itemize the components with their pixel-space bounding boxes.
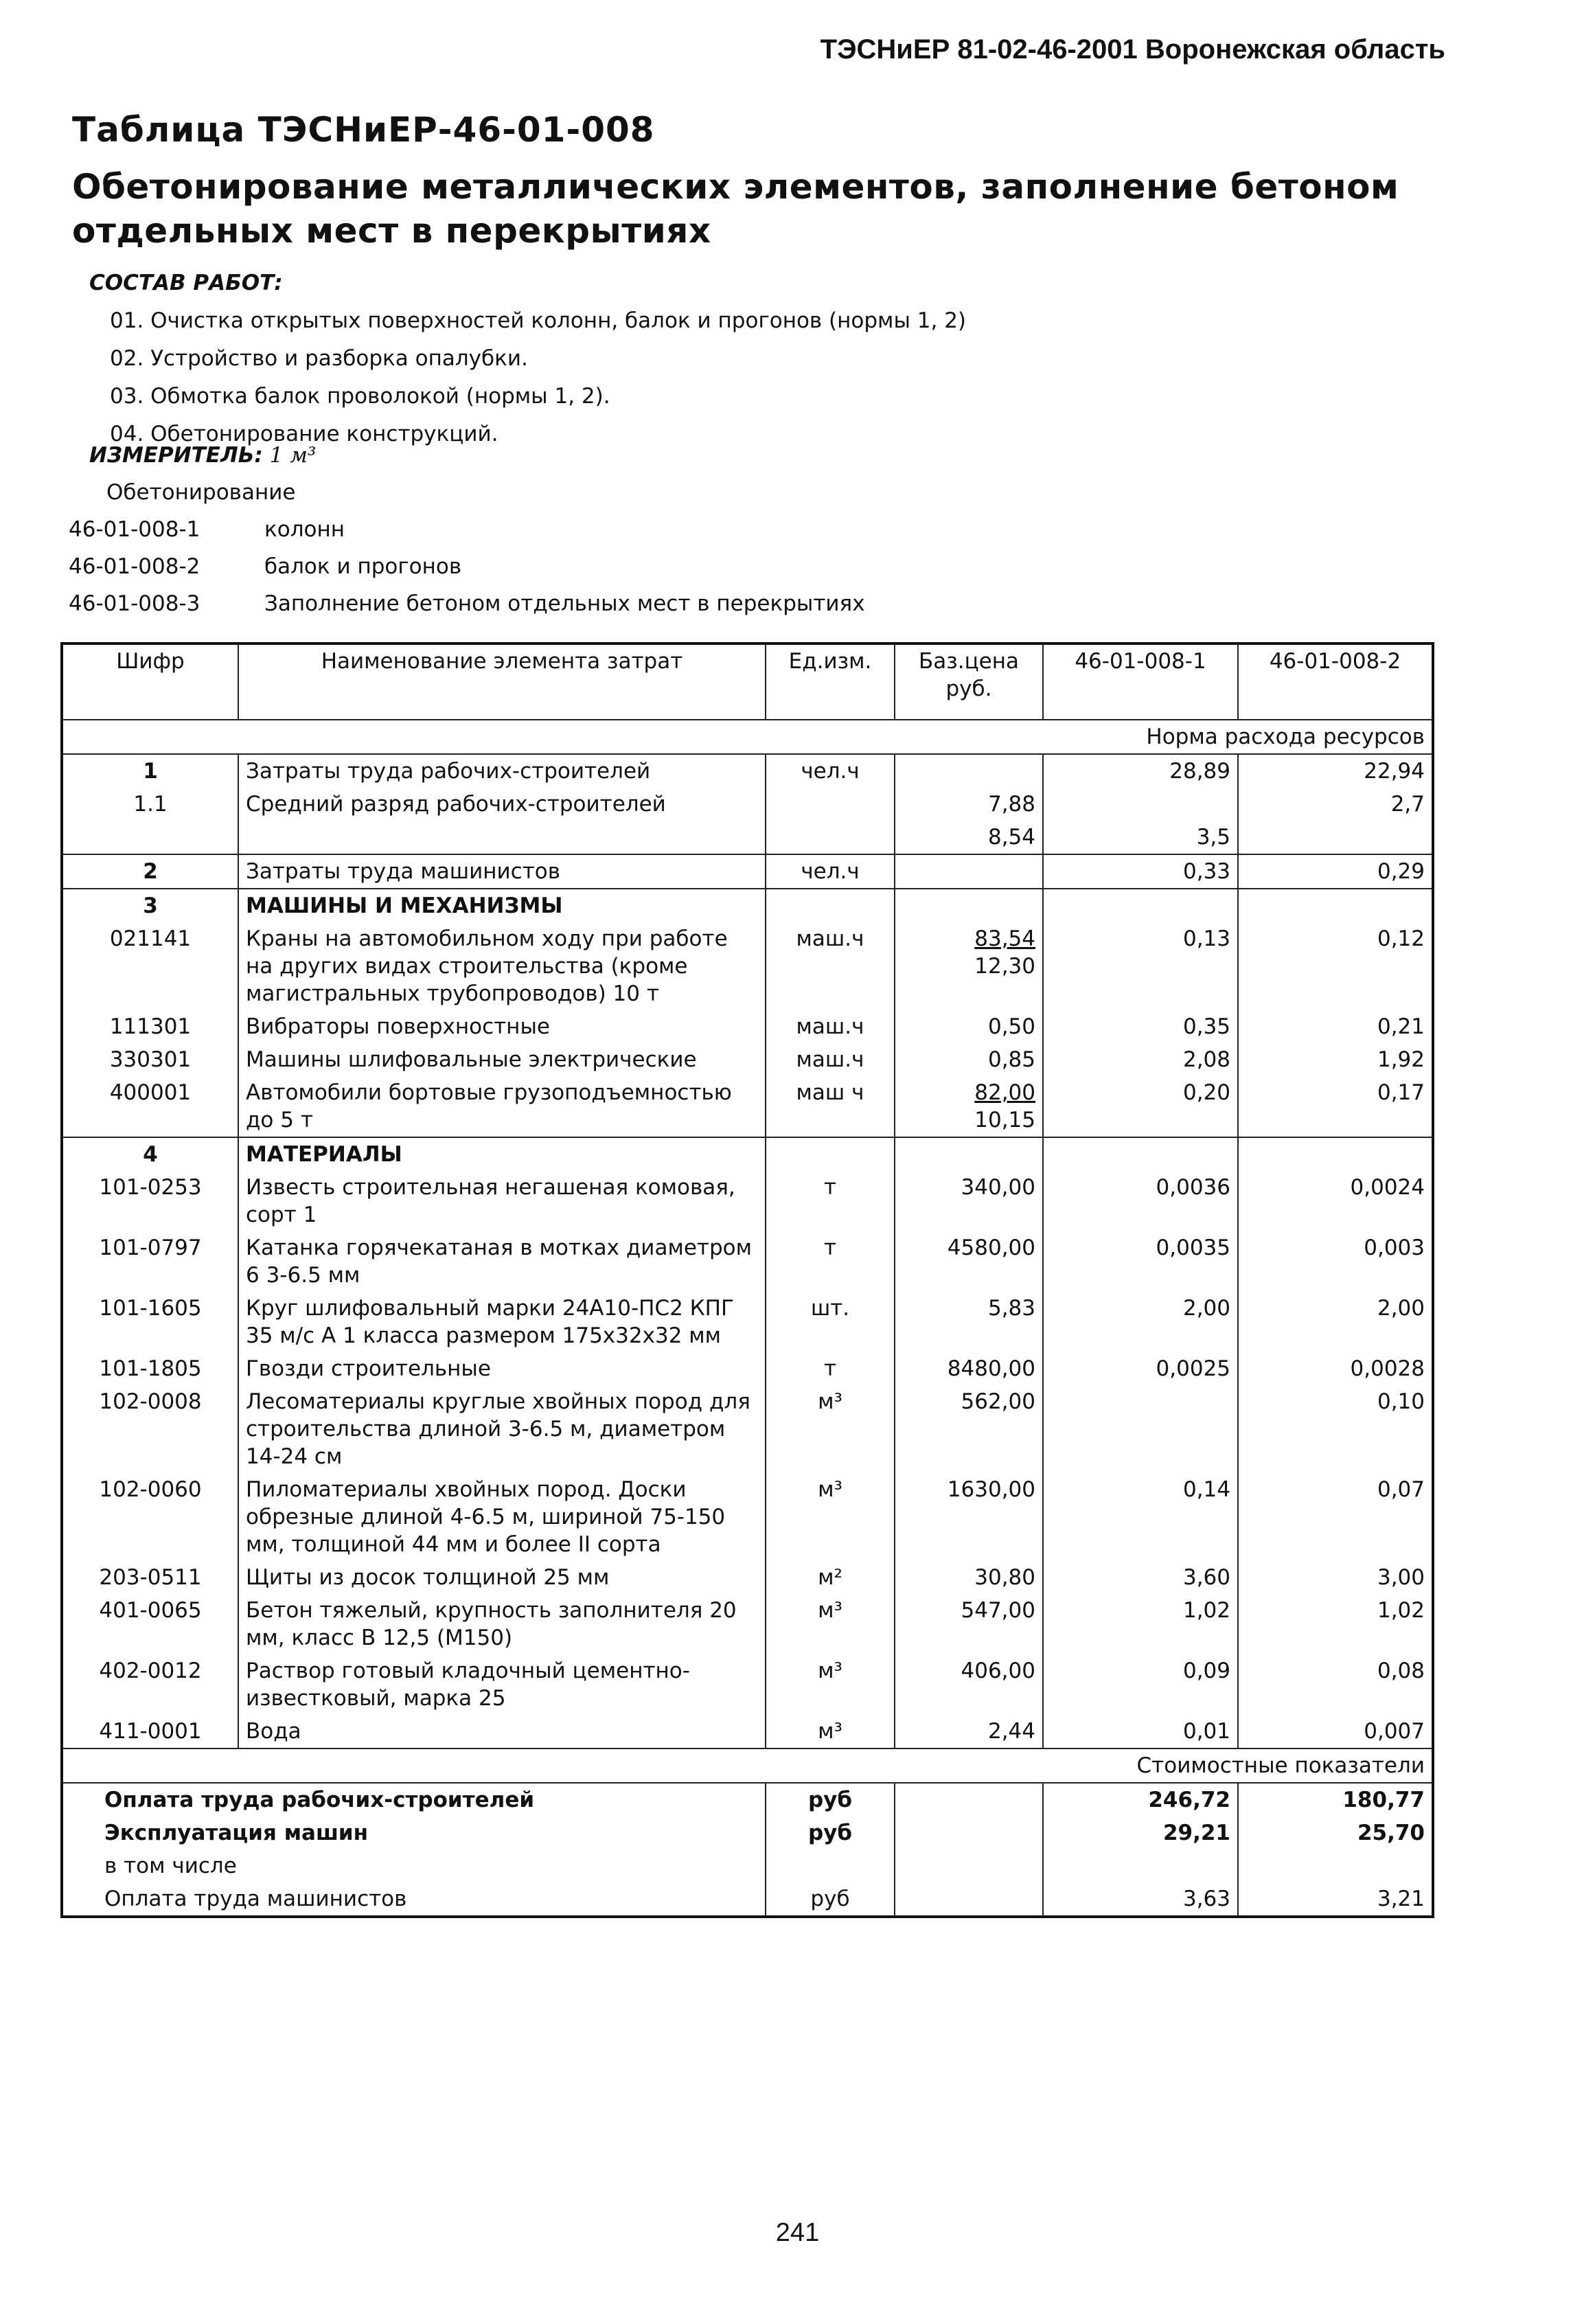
- table-name: Обетонирование металлических элементов, заполнение бетоном отдельных мест в перекрытиях: [72, 167, 1399, 251]
- table-row: [62, 1594, 1433, 1654]
- row-value-1: [1043, 1385, 1238, 1473]
- col-header: Ед.изм.: [766, 643, 895, 720]
- document-header: ТЭСНиЕР 81-02-46-2001 Воронежская область: [820, 34, 1445, 65]
- row-name: Пиломатериалы хвойных пород. Доски обрезные длиной 4-6.5 м, шириной 75-150 мм, толщиной 44 мм и более II сорта: [238, 1473, 766, 1561]
- row-value-2: 0,08: [1238, 1654, 1433, 1715]
- row-value-1: 0,35: [1043, 1010, 1238, 1043]
- row-name: Затраты труда машинистов: [238, 854, 766, 889]
- row-name: Автомобили бортовые грузоподъемностью до 5 т: [238, 1076, 766, 1137]
- row-value-1: [1043, 1137, 1238, 1171]
- col-header: Наименование элемента затрат: [238, 643, 766, 720]
- resource-table: [60, 642, 1434, 1918]
- cost-label: Оплата труда рабочих-строителей: [62, 1783, 766, 1816]
- row-code: 111301: [62, 1010, 238, 1043]
- row-code: 101-0797: [62, 1231, 238, 1292]
- col-header: Баз.цена руб.: [895, 643, 1043, 720]
- row-code: 2: [62, 854, 238, 889]
- cost-row: [62, 1849, 1433, 1882]
- row-price: 7,88: [895, 788, 1043, 821]
- row-code: 101-0253: [62, 1171, 238, 1231]
- row-price: 547,00: [895, 1594, 1043, 1654]
- table-row: [62, 1352, 1433, 1385]
- row-value-1: 0,14: [1043, 1473, 1238, 1561]
- row-value-1: 0,0035: [1043, 1231, 1238, 1292]
- row-price: [895, 1137, 1043, 1171]
- row-name: Вода: [238, 1715, 766, 1748]
- row-price: 1630,00: [895, 1473, 1043, 1561]
- row-name: Бетон тяжелый, крупность заполнителя 20 мм, класс В 12,5 (М150): [238, 1594, 766, 1654]
- row-value-2: 3,00: [1238, 1561, 1433, 1594]
- code-number: 46-01-008-2: [69, 554, 200, 579]
- row-price: 4580,00: [895, 1231, 1043, 1292]
- cost-value-1: [1043, 1849, 1238, 1882]
- row-price: [895, 922, 1043, 1010]
- cost-value-1: 3,63: [1043, 1882, 1238, 1917]
- row-value-2: 2,7: [1238, 788, 1433, 821]
- table-row: [62, 788, 1433, 821]
- row-unit: шт.: [766, 1292, 895, 1352]
- table-row: [62, 1715, 1433, 1748]
- row-name: Известь строительная негашеная комовая, сорт 1: [238, 1171, 766, 1231]
- table-row: [62, 1654, 1433, 1715]
- work-step: 01. Очистка открытых поверхностей колонн, балок и прогонов (нормы 1, 2): [110, 308, 967, 333]
- row-name: МАТЕРИАЛЫ: [238, 1137, 766, 1171]
- row-unit: маш ч: [766, 1076, 895, 1137]
- cost-price: [895, 1783, 1043, 1816]
- row-price: 8,54: [895, 821, 1043, 854]
- table-row: [62, 1473, 1433, 1561]
- cost-value-2: 3,21: [1238, 1882, 1433, 1917]
- cost-value-1: 29,21: [1043, 1816, 1238, 1849]
- row-value-2: 0,12: [1238, 922, 1433, 1010]
- work-step: 02. Устройство и разборка опалубки.: [110, 346, 528, 371]
- row-value-1: 0,13: [1043, 922, 1238, 1010]
- work-composition-heading: СОСТАВ РАБОТ:: [89, 271, 283, 295]
- work-step: 04. Обетонирование конструкций.: [110, 422, 498, 446]
- cost-row: [62, 1816, 1433, 1849]
- row-value-2: 0,0028: [1238, 1352, 1433, 1385]
- row-name: Краны на автомобильном ходу при работе на других видах строительства (кроме магистральных трубопроводов) 10 т: [238, 922, 766, 1010]
- row-code: 400001: [62, 1076, 238, 1137]
- row-unit: чел.ч: [766, 754, 895, 788]
- row-code: 401-0065: [62, 1594, 238, 1654]
- row-value-1: 28,89: [1043, 754, 1238, 788]
- cost-value-2: 180,77: [1238, 1783, 1433, 1816]
- row-value-1: [1043, 889, 1238, 922]
- table-row: [62, 754, 1433, 788]
- row-name: Щиты из досок толщиной 25 мм: [238, 1561, 766, 1594]
- norm-header-row: [62, 720, 1433, 754]
- norm-codes: [69, 474, 865, 622]
- work-step: 03. Обмотка балок проволокой (нормы 1, 2).: [110, 384, 610, 409]
- row-value-1: 2,08: [1043, 1043, 1238, 1076]
- cost-price: [895, 1816, 1043, 1849]
- row-value-2: 1,92: [1238, 1043, 1433, 1076]
- table-row: [62, 889, 1433, 922]
- row-value-2: 0,21: [1238, 1010, 1433, 1043]
- row-price: 0,85: [895, 1043, 1043, 1076]
- cost-unit: руб: [766, 1816, 895, 1849]
- row-unit: м³: [766, 1715, 895, 1748]
- price-primary: 83,54: [974, 926, 1035, 951]
- row-price: [895, 854, 1043, 889]
- row-name: МАШИНЫ И МЕХАНИЗМЫ: [238, 889, 766, 922]
- row-value-1: 0,0036: [1043, 1171, 1238, 1231]
- cost-price: [895, 1882, 1043, 1917]
- row-value-2: 22,94: [1238, 754, 1433, 788]
- row-name: [238, 821, 766, 854]
- row-code: 1: [62, 754, 238, 788]
- row-value-2: 2,00: [1238, 1292, 1433, 1352]
- row-code: 102-0008: [62, 1385, 238, 1473]
- table-row: [62, 821, 1433, 854]
- row-code: 021141: [62, 922, 238, 1010]
- cost-unit: руб: [766, 1783, 895, 1816]
- row-value-1: 0,09: [1043, 1654, 1238, 1715]
- row-value-1: 3,5: [1043, 821, 1238, 854]
- code-item: [69, 585, 865, 622]
- row-code: 402-0012: [62, 1654, 238, 1715]
- code-desc: колонн: [264, 517, 345, 542]
- row-value-2: 0,0024: [1238, 1171, 1433, 1231]
- table-row: [62, 1292, 1433, 1352]
- cost-value-2: [1238, 1849, 1433, 1882]
- cost-row: [62, 1783, 1433, 1816]
- row-price: 0,50: [895, 1010, 1043, 1043]
- cost-unit: [766, 1849, 895, 1882]
- row-value-1: 0,33: [1043, 854, 1238, 889]
- row-value-2: 0,003: [1238, 1231, 1433, 1292]
- row-value-1: 0,01: [1043, 1715, 1238, 1748]
- row-code: [62, 821, 238, 854]
- row-value-1: 2,00: [1043, 1292, 1238, 1352]
- row-code: 203-0511: [62, 1561, 238, 1594]
- row-unit: м³: [766, 1385, 895, 1473]
- cost-label: Оплата труда машинистов: [62, 1882, 766, 1917]
- price-secondary: 12,30: [974, 954, 1035, 979]
- col-header: Шифр: [62, 643, 238, 720]
- table-row: [62, 1010, 1433, 1043]
- row-price: [895, 754, 1043, 788]
- cost-header-row: [62, 1748, 1433, 1783]
- unit-of-measure: [89, 443, 316, 468]
- meter-value: 1 м³: [269, 443, 317, 468]
- table-row: [62, 1137, 1433, 1171]
- table-row: [62, 1076, 1433, 1137]
- row-code: 101-1805: [62, 1352, 238, 1385]
- row-price: 406,00: [895, 1654, 1043, 1715]
- table-row: [62, 1385, 1433, 1473]
- table-header-row: [62, 643, 1433, 720]
- code-number: 46-01-008-1: [69, 517, 200, 542]
- work-composition: [89, 264, 966, 453]
- row-price: 8480,00: [895, 1352, 1043, 1385]
- row-value-1: 0,0025: [1043, 1352, 1238, 1385]
- codes-caption: Обетонирование: [106, 480, 296, 505]
- cost-value-1: 246,72: [1043, 1783, 1238, 1816]
- row-unit: маш.ч: [766, 922, 895, 1010]
- row-price: 30,80: [895, 1561, 1043, 1594]
- row-unit: маш.ч: [766, 1043, 895, 1076]
- row-unit: [766, 788, 895, 821]
- row-unit: м³: [766, 1473, 895, 1561]
- cost-unit: руб: [766, 1882, 895, 1917]
- table-row: [62, 1171, 1433, 1231]
- row-value-2: 0,29: [1238, 854, 1433, 889]
- price-primary: 82,00: [974, 1080, 1035, 1105]
- row-code: 102-0060: [62, 1473, 238, 1561]
- row-code: 101-1605: [62, 1292, 238, 1352]
- row-value-1: 0,20: [1043, 1076, 1238, 1137]
- row-price: 2,44: [895, 1715, 1043, 1748]
- row-value-2: [1238, 889, 1433, 922]
- row-name: Средний разряд рабочих-строителей: [238, 788, 766, 821]
- row-code: 3: [62, 889, 238, 922]
- code-desc: балок и прогонов: [264, 554, 462, 579]
- row-name: Круг шлифовальный марки 24А10-ПС2 КПГ 35 м/с А 1 класса размером 175x32x32 мм: [238, 1292, 766, 1352]
- row-value-2: 0,07: [1238, 1473, 1433, 1561]
- col-header: 46-01-008-1: [1043, 643, 1238, 720]
- cost-value-2: 25,70: [1238, 1816, 1433, 1849]
- row-name: Вибраторы поверхностные: [238, 1010, 766, 1043]
- row-unit: маш.ч: [766, 1010, 895, 1043]
- row-value-1: 3,60: [1043, 1561, 1238, 1594]
- table-row: [62, 1231, 1433, 1292]
- cost-label: в том числе: [62, 1849, 766, 1882]
- row-name: Машины шлифовальные электрические: [238, 1043, 766, 1076]
- row-price: 562,00: [895, 1385, 1043, 1473]
- row-code: 330301: [62, 1043, 238, 1076]
- row-unit: т: [766, 1231, 895, 1292]
- cost-label: Эксплуатация машин: [62, 1816, 766, 1849]
- row-value-2: [1238, 1137, 1433, 1171]
- cost-header: Стоимостные показатели: [62, 1748, 1433, 1783]
- code-item: [69, 548, 865, 585]
- page-number: 241: [775, 2218, 820, 2247]
- cost-price: [895, 1849, 1043, 1882]
- table-row: [62, 1043, 1433, 1076]
- code-desc: Заполнение бетоном отдельных мест в перекрытиях: [264, 591, 865, 616]
- row-price: [895, 1076, 1043, 1137]
- row-code: 411-0001: [62, 1715, 238, 1748]
- table-row: [62, 922, 1433, 1010]
- row-name: Катанка горячекатаная в мотках диаметром 6 3-6.5 мм: [238, 1231, 766, 1292]
- row-code: 1.1: [62, 788, 238, 821]
- row-unit: [766, 889, 895, 922]
- table-row: [62, 854, 1433, 889]
- row-unit: м²: [766, 1561, 895, 1594]
- code-number: 46-01-008-3: [69, 591, 200, 616]
- table-row: [62, 1561, 1433, 1594]
- row-code: 4: [62, 1137, 238, 1171]
- cost-row: [62, 1882, 1433, 1917]
- col-header: 46-01-008-2: [1238, 643, 1433, 720]
- row-value-2: 0,007: [1238, 1715, 1433, 1748]
- table-label: Таблица ТЭСНиЕР-46-01-008: [72, 110, 655, 150]
- price-secondary: 10,15: [974, 1108, 1035, 1132]
- row-unit: [766, 821, 895, 854]
- row-name: Раствор готовый кладочный цементно-известковый, марка 25: [238, 1654, 766, 1715]
- row-name: Лесоматериалы круглые хвойных пород для строительства длиной 3-6.5 м, диаметром 14-24 см: [238, 1385, 766, 1473]
- row-unit: м³: [766, 1654, 895, 1715]
- row-value-1: 1,02: [1043, 1594, 1238, 1654]
- norm-header: Норма расхода ресурсов: [62, 720, 1433, 754]
- code-item: [69, 511, 865, 548]
- row-unit: т: [766, 1171, 895, 1231]
- row-unit: чел.ч: [766, 854, 895, 889]
- row-unit: [766, 1137, 895, 1171]
- row-name: Гвозди строительные: [238, 1352, 766, 1385]
- row-name: Затраты труда рабочих-строителей: [238, 754, 766, 788]
- row-value-2: 1,02: [1238, 1594, 1433, 1654]
- row-value-2: 0,17: [1238, 1076, 1433, 1137]
- row-value-2: 0,10: [1238, 1385, 1433, 1473]
- row-value-2: [1238, 821, 1433, 854]
- meter-label: ИЗМЕРИТЕЛЬ:: [89, 443, 263, 468]
- row-price: 5,83: [895, 1292, 1043, 1352]
- row-price: [895, 889, 1043, 922]
- row-price: 340,00: [895, 1171, 1043, 1231]
- row-unit: м³: [766, 1594, 895, 1654]
- row-value-1: [1043, 788, 1238, 821]
- row-unit: т: [766, 1352, 895, 1385]
